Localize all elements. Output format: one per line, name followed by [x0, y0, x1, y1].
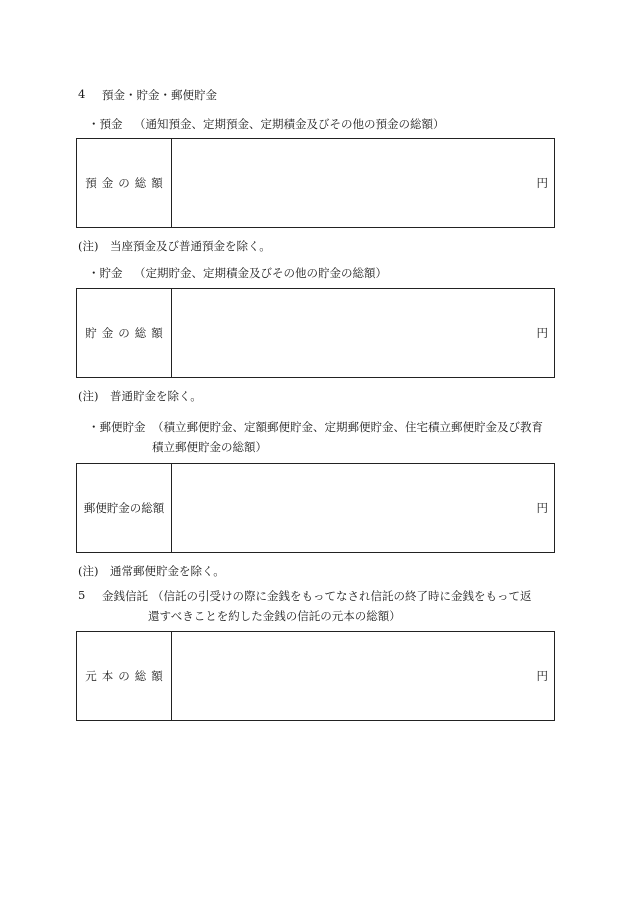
- section-4-title: 預金・貯金・郵便貯金: [102, 88, 217, 102]
- postal-total-label: 郵便貯金の総額: [83, 501, 165, 515]
- deposit-total-label: 預金の総額: [85, 176, 168, 190]
- deposit-total-unit: 円: [536, 176, 548, 190]
- section-5-description-line2: 還すべきことを約した金銭の信託の元本の総額）: [148, 609, 401, 623]
- savings-total-table: [76, 288, 555, 378]
- savings-total-value-cell[interactable]: [172, 289, 554, 377]
- postal-description-line2: 積立郵便貯金の総額）: [152, 440, 267, 454]
- section-5-number: 5: [78, 588, 86, 602]
- savings-note: (注) 普通貯金を除く。: [78, 389, 202, 403]
- savings-total-label: 貯金の総額: [85, 326, 168, 340]
- deposit-heading: ・預金: [88, 117, 123, 131]
- postal-description-line1: （積立郵便貯金、定額郵便貯金、定期郵便貯金、住宅積立郵便貯金及び教育: [152, 420, 543, 434]
- deposit-total-label-cell: [77, 139, 172, 227]
- savings-total-unit: 円: [536, 326, 548, 340]
- principal-total-table: [76, 631, 555, 721]
- savings-description: （定期貯金、定期積金及びその他の貯金の総額）: [134, 266, 387, 280]
- deposit-description: （通知預金、定期預金、定期積金及びその他の預金の総額）: [134, 117, 445, 131]
- principal-total-unit: 円: [536, 669, 548, 683]
- principal-total-label: 元本の総額: [85, 669, 168, 683]
- savings-total-label-cell: [77, 289, 172, 377]
- principal-total-label-cell: [77, 632, 172, 720]
- savings-heading: ・貯金: [88, 266, 123, 280]
- postal-total-value-cell[interactable]: [172, 464, 554, 552]
- principal-total-value-cell[interactable]: [172, 632, 554, 720]
- postal-heading: ・郵便貯金: [88, 420, 146, 434]
- postal-total-table: [76, 463, 555, 553]
- section-5-title: 金銭信託: [102, 589, 148, 603]
- section-4-number: 4: [78, 87, 86, 101]
- postal-total-unit: 円: [536, 501, 548, 515]
- deposit-total-table: [76, 138, 555, 228]
- postal-total-label-cell: [77, 464, 172, 552]
- deposit-note: (注) 当座預金及び普通預金を除く。: [78, 239, 271, 253]
- postal-note: (注) 通常郵便貯金を除く。: [78, 564, 225, 578]
- deposit-total-value-cell[interactable]: [172, 139, 554, 227]
- section-5-description-line1: （信託の引受けの際に金銭をもってなされ信託の終了時に金銭をもって返: [152, 589, 532, 603]
